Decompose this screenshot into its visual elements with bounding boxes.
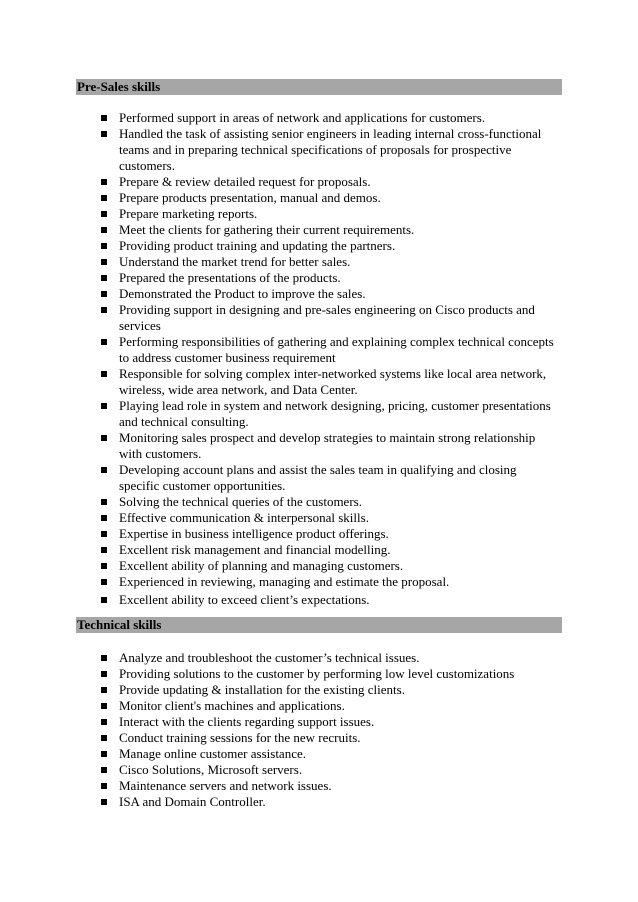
list-item: Prepared the presentations of the products. [0,270,559,286]
list-item: Prepare marketing reports. [0,206,559,222]
square-bullet-icon [101,767,107,773]
list-item: Excellent ability of planning and managing customers. [0,558,559,574]
list-item: Monitoring sales prospect and develop strategies to maintain strong relationship with customers. [0,430,559,462]
square-bullet-icon [101,259,107,265]
square-bullet-icon [101,275,107,281]
square-bullet-icon [101,579,107,585]
list-item: Monitor client's machines and applications. [0,698,559,714]
square-bullet-icon [101,703,107,709]
list-item: ISA and Domain Controller. [0,794,559,810]
square-bullet-icon [101,291,107,297]
square-bullet-icon [101,435,107,441]
square-bullet-icon [101,403,107,409]
square-bullet-icon [101,563,107,569]
list-item: Providing solutions to the customer by performing low level customizations [0,666,559,682]
list-item: Effective communication & interpersonal skills. [0,510,559,526]
square-bullet-icon [101,515,107,521]
square-bullet-icon [101,531,107,537]
square-bullet-icon [101,339,107,345]
list-item: Meet the clients for gathering their current requirements. [0,222,559,238]
square-bullet-icon [101,547,107,553]
square-bullet-icon [101,783,107,789]
square-bullet-icon [101,671,107,677]
square-bullet-icon [101,307,107,313]
list-item: Cisco Solutions, Microsoft servers. [0,762,559,778]
square-bullet-icon [101,467,107,473]
list-item: Responsible for solving complex inter-networked systems like local area network, wireless, wide area network, and Data Center. [0,366,559,398]
list-item: Interact with the clients regarding support issues. [0,714,559,730]
square-bullet-icon [101,115,107,121]
list-item: Experienced in reviewing, managing and estimate the proposal. [0,574,559,590]
square-bullet-icon [101,655,107,661]
square-bullet-icon [101,751,107,757]
square-bullet-icon [101,371,107,377]
square-bullet-icon [101,799,107,805]
list-item: Conduct training sessions for the new recruits. [0,730,559,746]
section-title: Technical skills [77,617,162,632]
list-item: Demonstrated the Product to improve the sales. [0,286,559,302]
list-item: Providing support in designing and pre-sales engineering on Cisco products and services [0,302,559,334]
section-header-technical [76,617,562,633]
square-bullet-icon [101,227,107,233]
list-item: Provide updating & installation for the existing clients. [0,682,559,698]
square-bullet-icon [101,719,107,725]
section-title: Pre-Sales skills [77,79,161,94]
list-item: Performed support in areas of network and applications for customers. [0,110,559,126]
square-bullet-icon [101,131,107,137]
list-item: Manage online customer assistance. [0,746,559,762]
list-item: Providing product training and updating the partners. [0,238,559,254]
technical-skills-list [0,650,559,810]
list-item: Playing lead role in system and network designing, pricing, customer presentations and technical consulting. [0,398,559,430]
list-item: Prepare products presentation, manual and demos. [0,190,559,206]
list-item: Developing account plans and assist the sales team in qualifying and closing specific customer opportunities. [0,462,559,494]
square-bullet-icon [101,499,107,505]
list-item: Analyze and troubleshoot the customer’s technical issues. [0,650,559,666]
list-item: Handled the task of assisting senior engineers in leading internal cross-functional teams and in preparing technical specifications of proposals for prospective customers. [0,126,559,174]
square-bullet-icon [101,211,107,217]
list-item: Excellent risk management and financial modelling. [0,542,559,558]
pre-sales-skills-list [0,110,559,608]
list-item: Prepare & review detailed request for proposals. [0,174,559,190]
square-bullet-icon [101,597,107,603]
list-item: Excellent ability to exceed client’s expectations. [0,592,559,608]
square-bullet-icon [101,687,107,693]
square-bullet-icon [101,243,107,249]
section-header-pre-sales [76,79,562,95]
list-item: Expertise in business intelligence product offerings. [0,526,559,542]
list-item: Solving the technical queries of the customers. [0,494,559,510]
list-item: Understand the market trend for better sales. [0,254,559,270]
list-item: Performing responsibilities of gathering and explaining complex technical concepts to address customer business requirement [0,334,559,366]
square-bullet-icon [101,735,107,741]
square-bullet-icon [101,179,107,185]
square-bullet-icon [101,195,107,201]
list-item: Maintenance servers and network issues. [0,778,559,794]
